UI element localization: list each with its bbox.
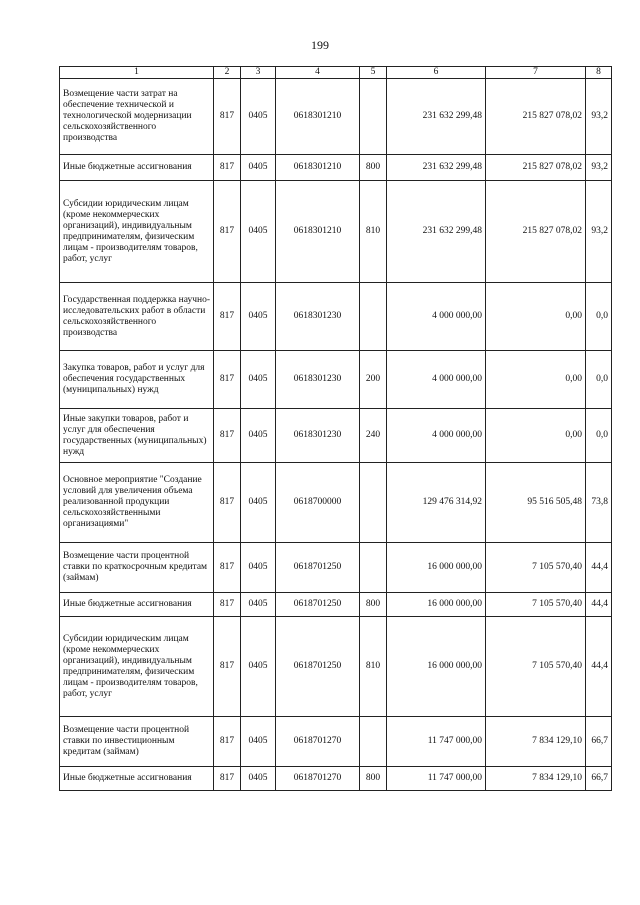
cell-rz: 0405 (241, 155, 276, 181)
cell-gr: 817 (214, 79, 241, 155)
cell-pct: 93,2 (586, 181, 612, 283)
cell-rz: 0405 (241, 79, 276, 155)
cell-pct: 44,4 (586, 617, 612, 717)
cell-pct: 0,0 (586, 409, 612, 463)
cell-vr: 800 (360, 155, 387, 181)
cell-vr (360, 79, 387, 155)
cell-fact: 7 834 129,10 (486, 767, 586, 791)
cell-gr: 817 (214, 181, 241, 283)
cell-vr: 800 (360, 593, 387, 617)
table-row (60, 409, 612, 463)
table-row (60, 283, 612, 351)
row-name: Субсидии юридическим лицам (кроме некоммерческих организаций), индивидуальным предпринимателям, физическим лицам - производителям товаров, работ, услуг (60, 181, 214, 283)
cell-fact: 0,00 (486, 351, 586, 409)
table-row (60, 79, 612, 155)
cell-csr: 0618700000 (276, 463, 360, 543)
cell-fact: 7 105 570,40 (486, 593, 586, 617)
column-header: 1 (60, 67, 214, 79)
cell-rz: 0405 (241, 463, 276, 543)
cell-pct: 44,4 (586, 543, 612, 593)
table-row (60, 593, 612, 617)
cell-vr: 800 (360, 767, 387, 791)
cell-fact: 95 516 505,48 (486, 463, 586, 543)
cell-csr: 0618701270 (276, 717, 360, 767)
cell-gr: 817 (214, 463, 241, 543)
cell-vr: 240 (360, 409, 387, 463)
cell-gr: 817 (214, 155, 241, 181)
cell-fact: 215 827 078,02 (486, 79, 586, 155)
cell-rz: 0405 (241, 283, 276, 351)
cell-csr: 0618301210 (276, 155, 360, 181)
row-name: Иные закупки товаров, работ и услуг для обеспечения государственных (муниципальных) нужд (60, 409, 214, 463)
cell-pct: 93,2 (586, 79, 612, 155)
cell-gr: 817 (214, 593, 241, 617)
column-header: 3 (241, 67, 276, 79)
cell-pct: 44,4 (586, 593, 612, 617)
cell-csr: 0618301210 (276, 79, 360, 155)
cell-gr: 817 (214, 617, 241, 717)
cell-pct: 66,7 (586, 717, 612, 767)
cell-gr: 817 (214, 283, 241, 351)
row-name: Закупка товаров, работ и услуг для обеспечения государственных (муниципальных) нужд (60, 351, 214, 409)
cell-fact: 0,00 (486, 283, 586, 351)
cell-csr: 0618301210 (276, 181, 360, 283)
cell-vr (360, 283, 387, 351)
cell-plan: 16 000 000,00 (387, 543, 486, 593)
table-row (60, 463, 612, 543)
cell-rz: 0405 (241, 181, 276, 283)
table-row (60, 717, 612, 767)
cell-pct: 73,8 (586, 463, 612, 543)
cell-csr: 0618701250 (276, 593, 360, 617)
cell-fact: 0,00 (486, 409, 586, 463)
table-row (60, 351, 612, 409)
row-name: Иные бюджетные ассигнования (60, 593, 214, 617)
cell-rz: 0405 (241, 767, 276, 791)
cell-csr: 0618701250 (276, 543, 360, 593)
cell-vr (360, 543, 387, 593)
cell-plan: 231 632 299,48 (387, 79, 486, 155)
page-number: 199 (311, 38, 329, 52)
table-row (60, 155, 612, 181)
cell-fact: 7 105 570,40 (486, 543, 586, 593)
row-name: Возмещение части процентной ставки по инвестиционным кредитам (займам) (60, 717, 214, 767)
cell-rz: 0405 (241, 543, 276, 593)
header-row (60, 67, 612, 79)
column-header: 4 (276, 67, 360, 79)
table-row (60, 181, 612, 283)
row-name: Иные бюджетные ассигнования (60, 155, 214, 181)
cell-plan: 4 000 000,00 (387, 283, 486, 351)
cell-pct: 66,7 (586, 767, 612, 791)
cell-rz: 0405 (241, 593, 276, 617)
cell-gr: 817 (214, 717, 241, 767)
cell-csr: 0618301230 (276, 351, 360, 409)
cell-plan: 231 632 299,48 (387, 181, 486, 283)
cell-csr: 0618301230 (276, 409, 360, 463)
table-row (60, 543, 612, 593)
cell-plan: 4 000 000,00 (387, 409, 486, 463)
cell-pct: 0,0 (586, 351, 612, 409)
row-name: Иные бюджетные ассигнования (60, 767, 214, 791)
row-name: Государственная поддержка научно-исследовательских работ в области сельскохозяйственного производства (60, 283, 214, 351)
cell-plan: 129 476 314,92 (387, 463, 486, 543)
column-header: 8 (586, 67, 612, 79)
cell-gr: 817 (214, 543, 241, 593)
cell-pct: 93,2 (586, 155, 612, 181)
table-row (60, 767, 612, 791)
row-name: Субсидии юридическим лицам (кроме некоммерческих организаций), индивидуальным предпринимателям, физическим лицам - производителям товаров, работ, услуг (60, 617, 214, 717)
cell-csr: 0618701270 (276, 767, 360, 791)
column-header: 7 (486, 67, 586, 79)
cell-plan: 16 000 000,00 (387, 593, 486, 617)
cell-plan: 16 000 000,00 (387, 617, 486, 717)
table-row (60, 617, 612, 717)
cell-vr (360, 717, 387, 767)
cell-gr: 817 (214, 409, 241, 463)
cell-pct: 0,0 (586, 283, 612, 351)
cell-csr: 0618701250 (276, 617, 360, 717)
cell-plan: 11 747 000,00 (387, 717, 486, 767)
cell-rz: 0405 (241, 409, 276, 463)
cell-vr (360, 463, 387, 543)
cell-vr: 810 (360, 617, 387, 717)
cell-plan: 231 632 299,48 (387, 155, 486, 181)
cell-plan: 11 747 000,00 (387, 767, 486, 791)
cell-vr: 200 (360, 351, 387, 409)
budget-table (59, 66, 612, 791)
row-name: Основное мероприятие "Создание условий для увеличения объема реализованной продукции сельскохозяйственными организациями" (60, 463, 214, 543)
cell-vr: 810 (360, 181, 387, 283)
cell-rz: 0405 (241, 617, 276, 717)
cell-fact: 215 827 078,02 (486, 155, 586, 181)
cell-plan: 4 000 000,00 (387, 351, 486, 409)
cell-fact: 7 834 129,10 (486, 717, 586, 767)
row-name: Возмещение части затрат на обеспечение технической и технологической модернизации сельскохозяйственного производства (60, 79, 214, 155)
cell-gr: 817 (214, 351, 241, 409)
column-header: 5 (360, 67, 387, 79)
cell-csr: 0618301230 (276, 283, 360, 351)
cell-fact: 215 827 078,02 (486, 181, 586, 283)
column-header: 6 (387, 67, 486, 79)
cell-gr: 817 (214, 767, 241, 791)
row-name: Возмещение части процентной ставки по краткосрочным кредитам (займам) (60, 543, 214, 593)
cell-fact: 7 105 570,40 (486, 617, 586, 717)
cell-rz: 0405 (241, 351, 276, 409)
column-header: 2 (214, 67, 241, 79)
cell-rz: 0405 (241, 717, 276, 767)
